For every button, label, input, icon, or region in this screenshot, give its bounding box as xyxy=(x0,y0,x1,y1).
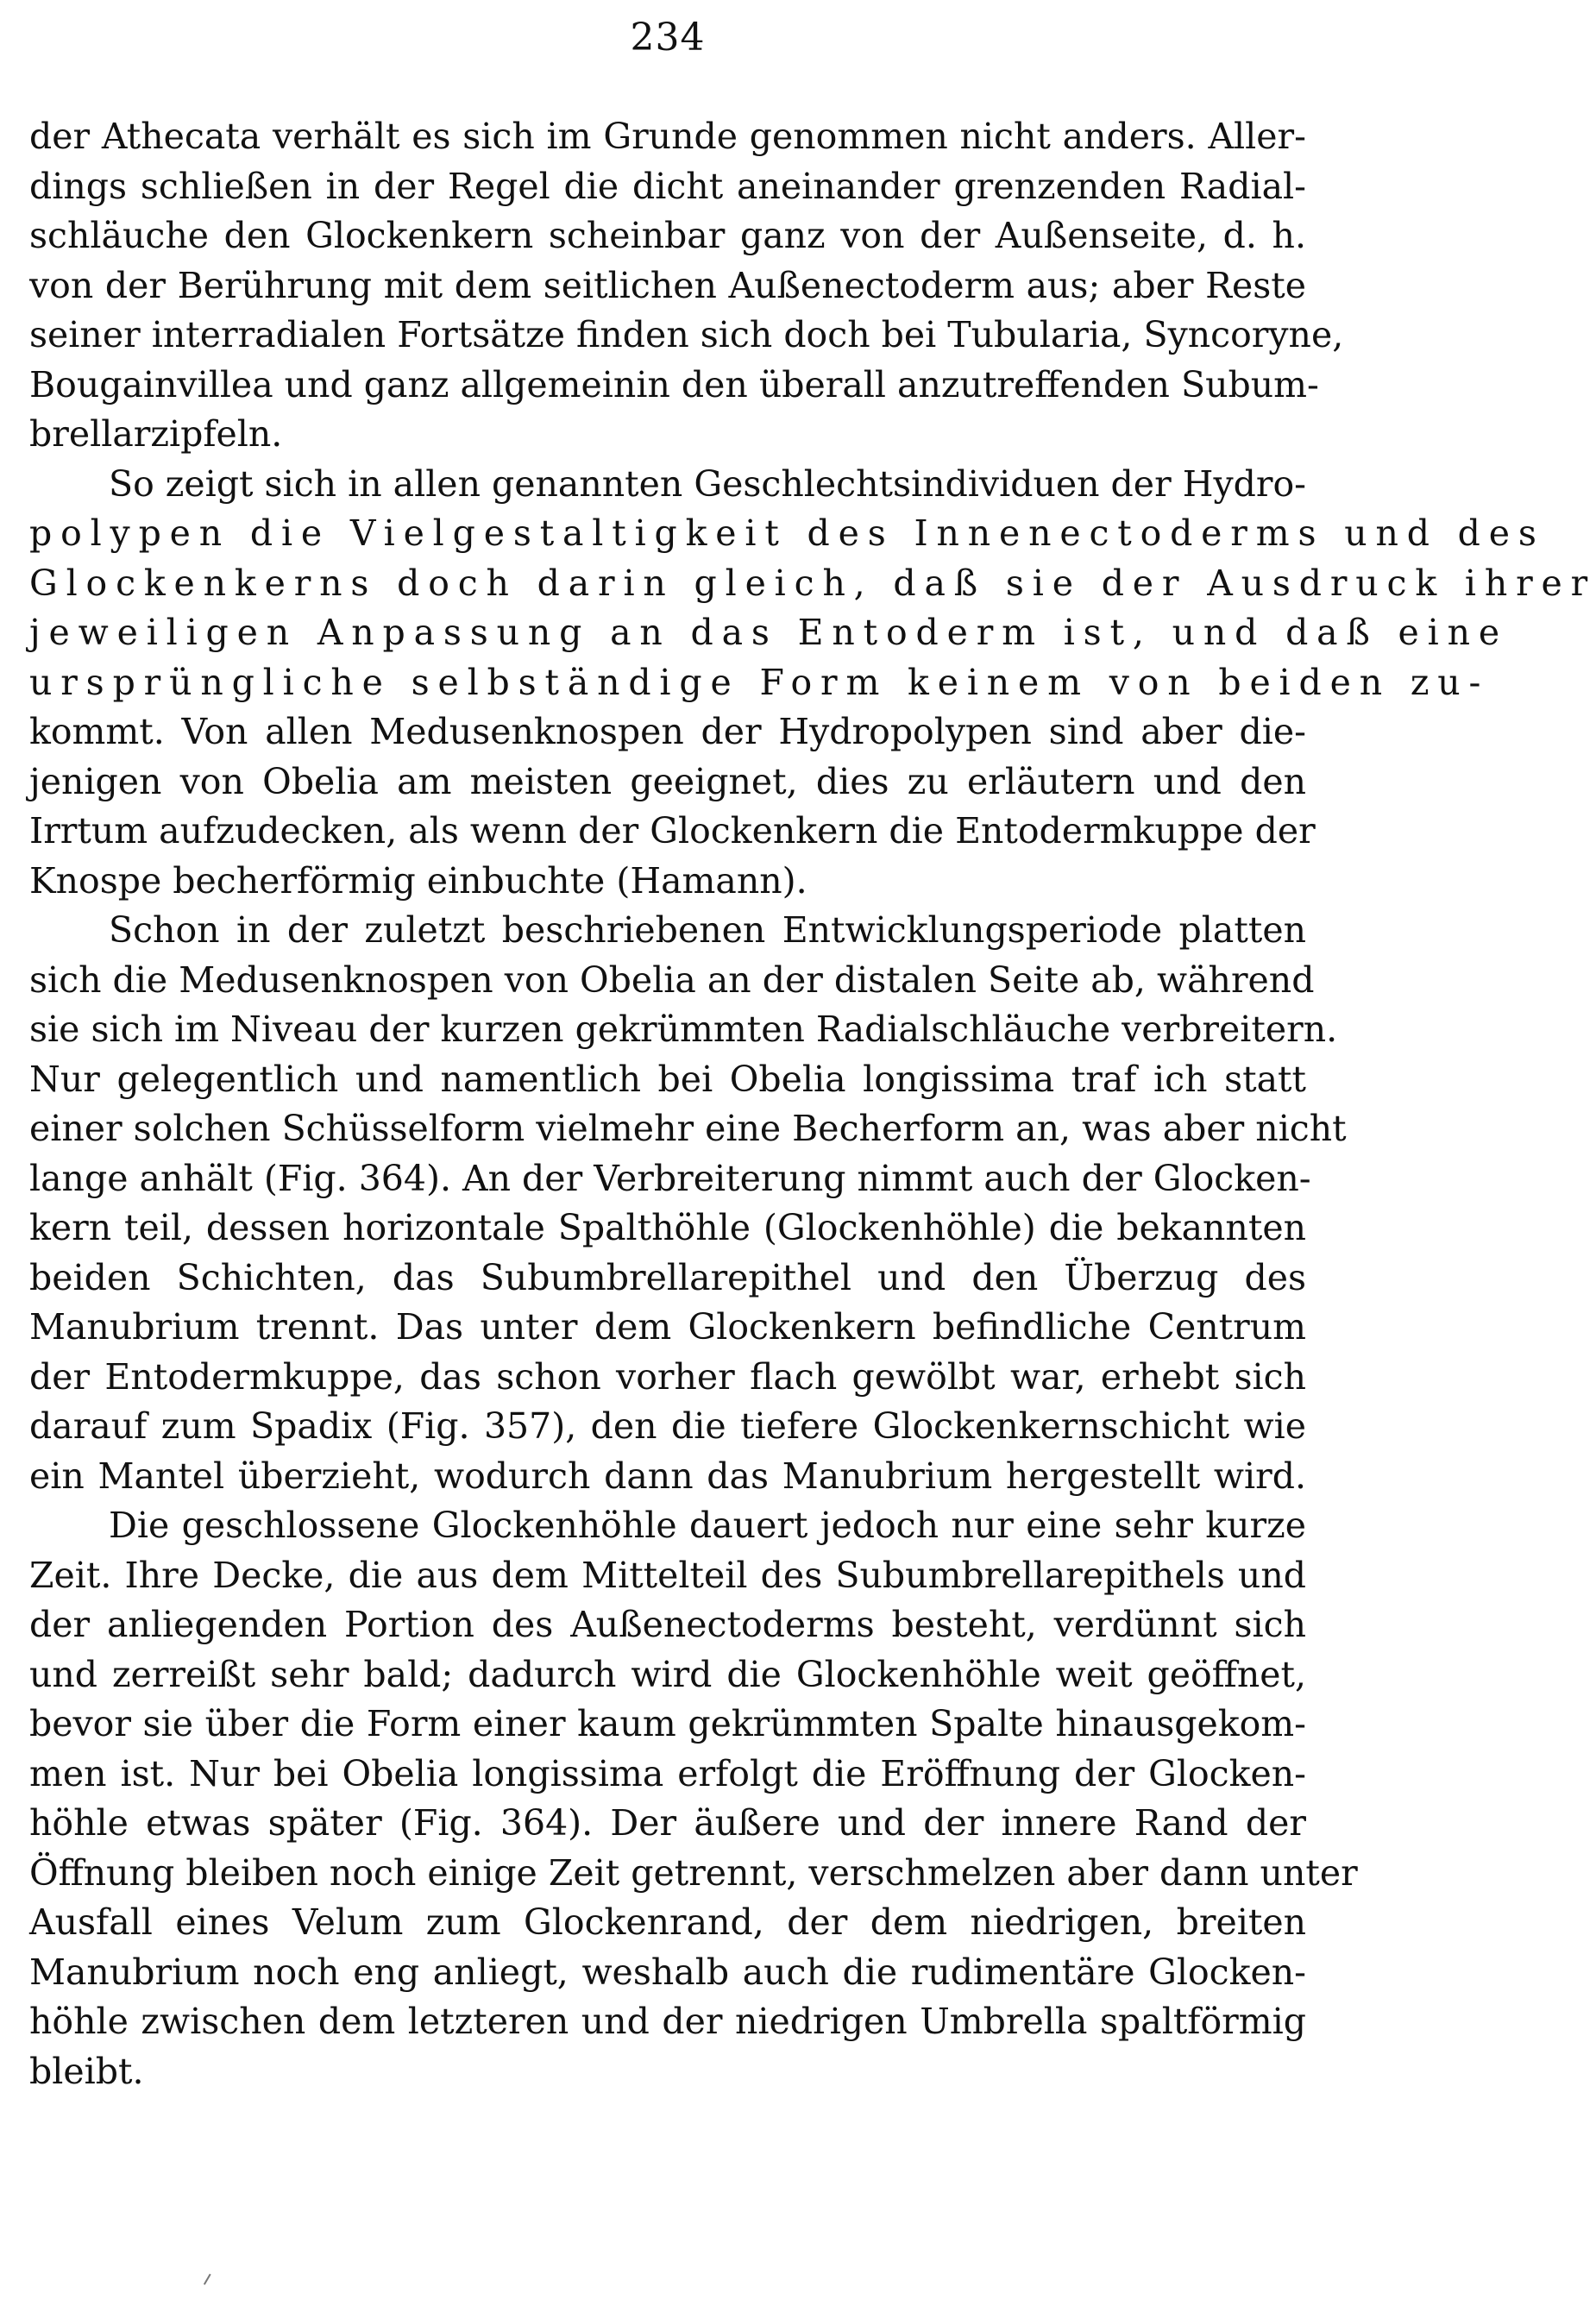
text-line: seiner interradialen Fortsätze finden sich doch bei Tubularia, Syncoryne, xyxy=(29,314,1344,355)
text-line: ein Mantel überzieht, wodurch dann das Manubrium hergestellt wird. xyxy=(29,1455,1306,1497)
text-line: schläuche den Glockenkern scheinbar ganz von der Außenseite, d. h. xyxy=(29,215,1306,256)
text-line: bleibt. xyxy=(29,2050,144,2092)
text-line: Irrtum aufzudecken, als wenn der Glockenkern die Entodermkuppe der xyxy=(29,810,1316,852)
paragraph-3 xyxy=(29,906,1347,1501)
text-line: von der Berührung mit dem seitlichen Außenectoderm aus; aber Reste xyxy=(29,264,1306,306)
text-line: der Athecata verhält es sich im Grunde genommen nicht anders. Aller- xyxy=(29,116,1306,157)
text-line: Schon in der zuletzt beschriebenen Entwicklungsperiode platten xyxy=(109,909,1306,951)
text-line: Die geschlossene Glockenhöhle dauert jedoch nur eine sehr kurze xyxy=(109,1505,1306,1546)
text-line: sie sich im Niveau der kurzen gekrümmten Radialschläuche verbreitern. xyxy=(29,1009,1338,1050)
stray-mark xyxy=(204,2273,214,2286)
paragraph-1 xyxy=(29,112,1344,460)
text-line: einer solchen Schüsselform vielmehr eine Becherform an, was aber nicht xyxy=(29,1108,1347,1149)
text-line: Bougainvillea und ganz allgemeinin den überall anzutreffenden Subum- xyxy=(29,363,1319,405)
text-line: Manubrium trennt. Das unter dem Glockenkern befindliche Centrum xyxy=(29,1306,1306,1348)
text-line: lange anhält (Fig. 364). An der Verbreiterung nimmt auch der Glocken- xyxy=(29,1157,1311,1199)
text-line: Nur gelegentlich und namentlich bei Obelia longissima traf ich statt xyxy=(29,1058,1306,1100)
text-line: darauf zum Spadix (Fig. 357), den die tiefere Glockenkernschicht wie xyxy=(29,1405,1306,1447)
text-line: ursprüngliche selbständige Form keinem von beiden zu- xyxy=(29,661,1490,703)
text-line: dings schließen in der Regel die dicht aneinander grenzenden Radial- xyxy=(29,165,1306,207)
text-line: jeweiligen Anpassung an das Entoderm ist, und daß eine xyxy=(29,612,1508,653)
paragraph-2 xyxy=(29,460,1596,907)
text-line: So zeigt sich in allen genannten Geschlechtsindividuen der Hydro- xyxy=(109,462,1306,505)
text-line: brellarzipfeln. xyxy=(29,413,283,455)
paragraph-4 xyxy=(29,1501,1358,2096)
text-line: Öffnung bleiben noch einige Zeit getrennt, verschmelzen aber dann unter xyxy=(29,1851,1358,1894)
text-line: der Entodermkuppe, das schon vorher flach gewölbt war, erhebt sich xyxy=(29,1355,1306,1398)
text-line: bevor sie über die Form einer kaum gekrümmten Spalte hinausgekom- xyxy=(29,1703,1306,1744)
text-line: und zerreißt sehr bald; dadurch wird die Glockenhöhle weit geöffnet, xyxy=(29,1653,1306,1695)
text-line: Knospe becherförmig einbuchte (Hamann). xyxy=(29,859,807,902)
text-line: sich die Medusenknospen von Obelia an der distalen Seite ab, während xyxy=(29,958,1315,1001)
text-line: Glockenkerns doch darin gleich, daß sie der Ausdruck ihrer xyxy=(29,562,1596,604)
book-page xyxy=(29,0,1596,2300)
text-line: beiden Schichten, das Subumbrellarepithel und den Überzug des xyxy=(29,1256,1306,1298)
text-line: polypen die Vielgestaltigkeit des Innenectoderms und des xyxy=(29,512,1545,554)
text-line: kern teil, dessen horizontale Spalthöhle (Glockenhöhle) die bekannten xyxy=(29,1207,1306,1248)
text-line: höhle zwischen dem letzteren und der niedrigen Umbrella spaltförmig xyxy=(29,2001,1306,2042)
text-line: Ausfall eines Velum zum Glockenrand, der dem niedrigen, breiten xyxy=(29,1901,1306,1943)
text-line: Zeit. Ihre Decke, die aus dem Mittelteil des Subumbrellarepithels und xyxy=(29,1554,1306,1596)
text-line: Manubrium noch eng anliegt, weshalb auch die rudimentäre Glocken- xyxy=(29,1951,1306,1993)
page-number: 234 xyxy=(630,16,706,60)
text-line: der anliegenden Portion des Außenectoderms besteht, verdünnt sich xyxy=(29,1604,1306,1645)
body-text xyxy=(29,112,1596,2096)
text-line: kommt. Von allen Medusenknospen der Hydropolypen sind aber die- xyxy=(29,711,1306,752)
text-line: men ist. Nur bei Obelia longissima erfolgt die Eröffnung der Glocken- xyxy=(29,1752,1306,1794)
text-line: jenigen von Obelia am meisten geeignet, dies zu erläutern und den xyxy=(29,760,1306,802)
text-line: höhle etwas später (Fig. 364). Der äußere und der innere Rand der xyxy=(29,1802,1306,1844)
